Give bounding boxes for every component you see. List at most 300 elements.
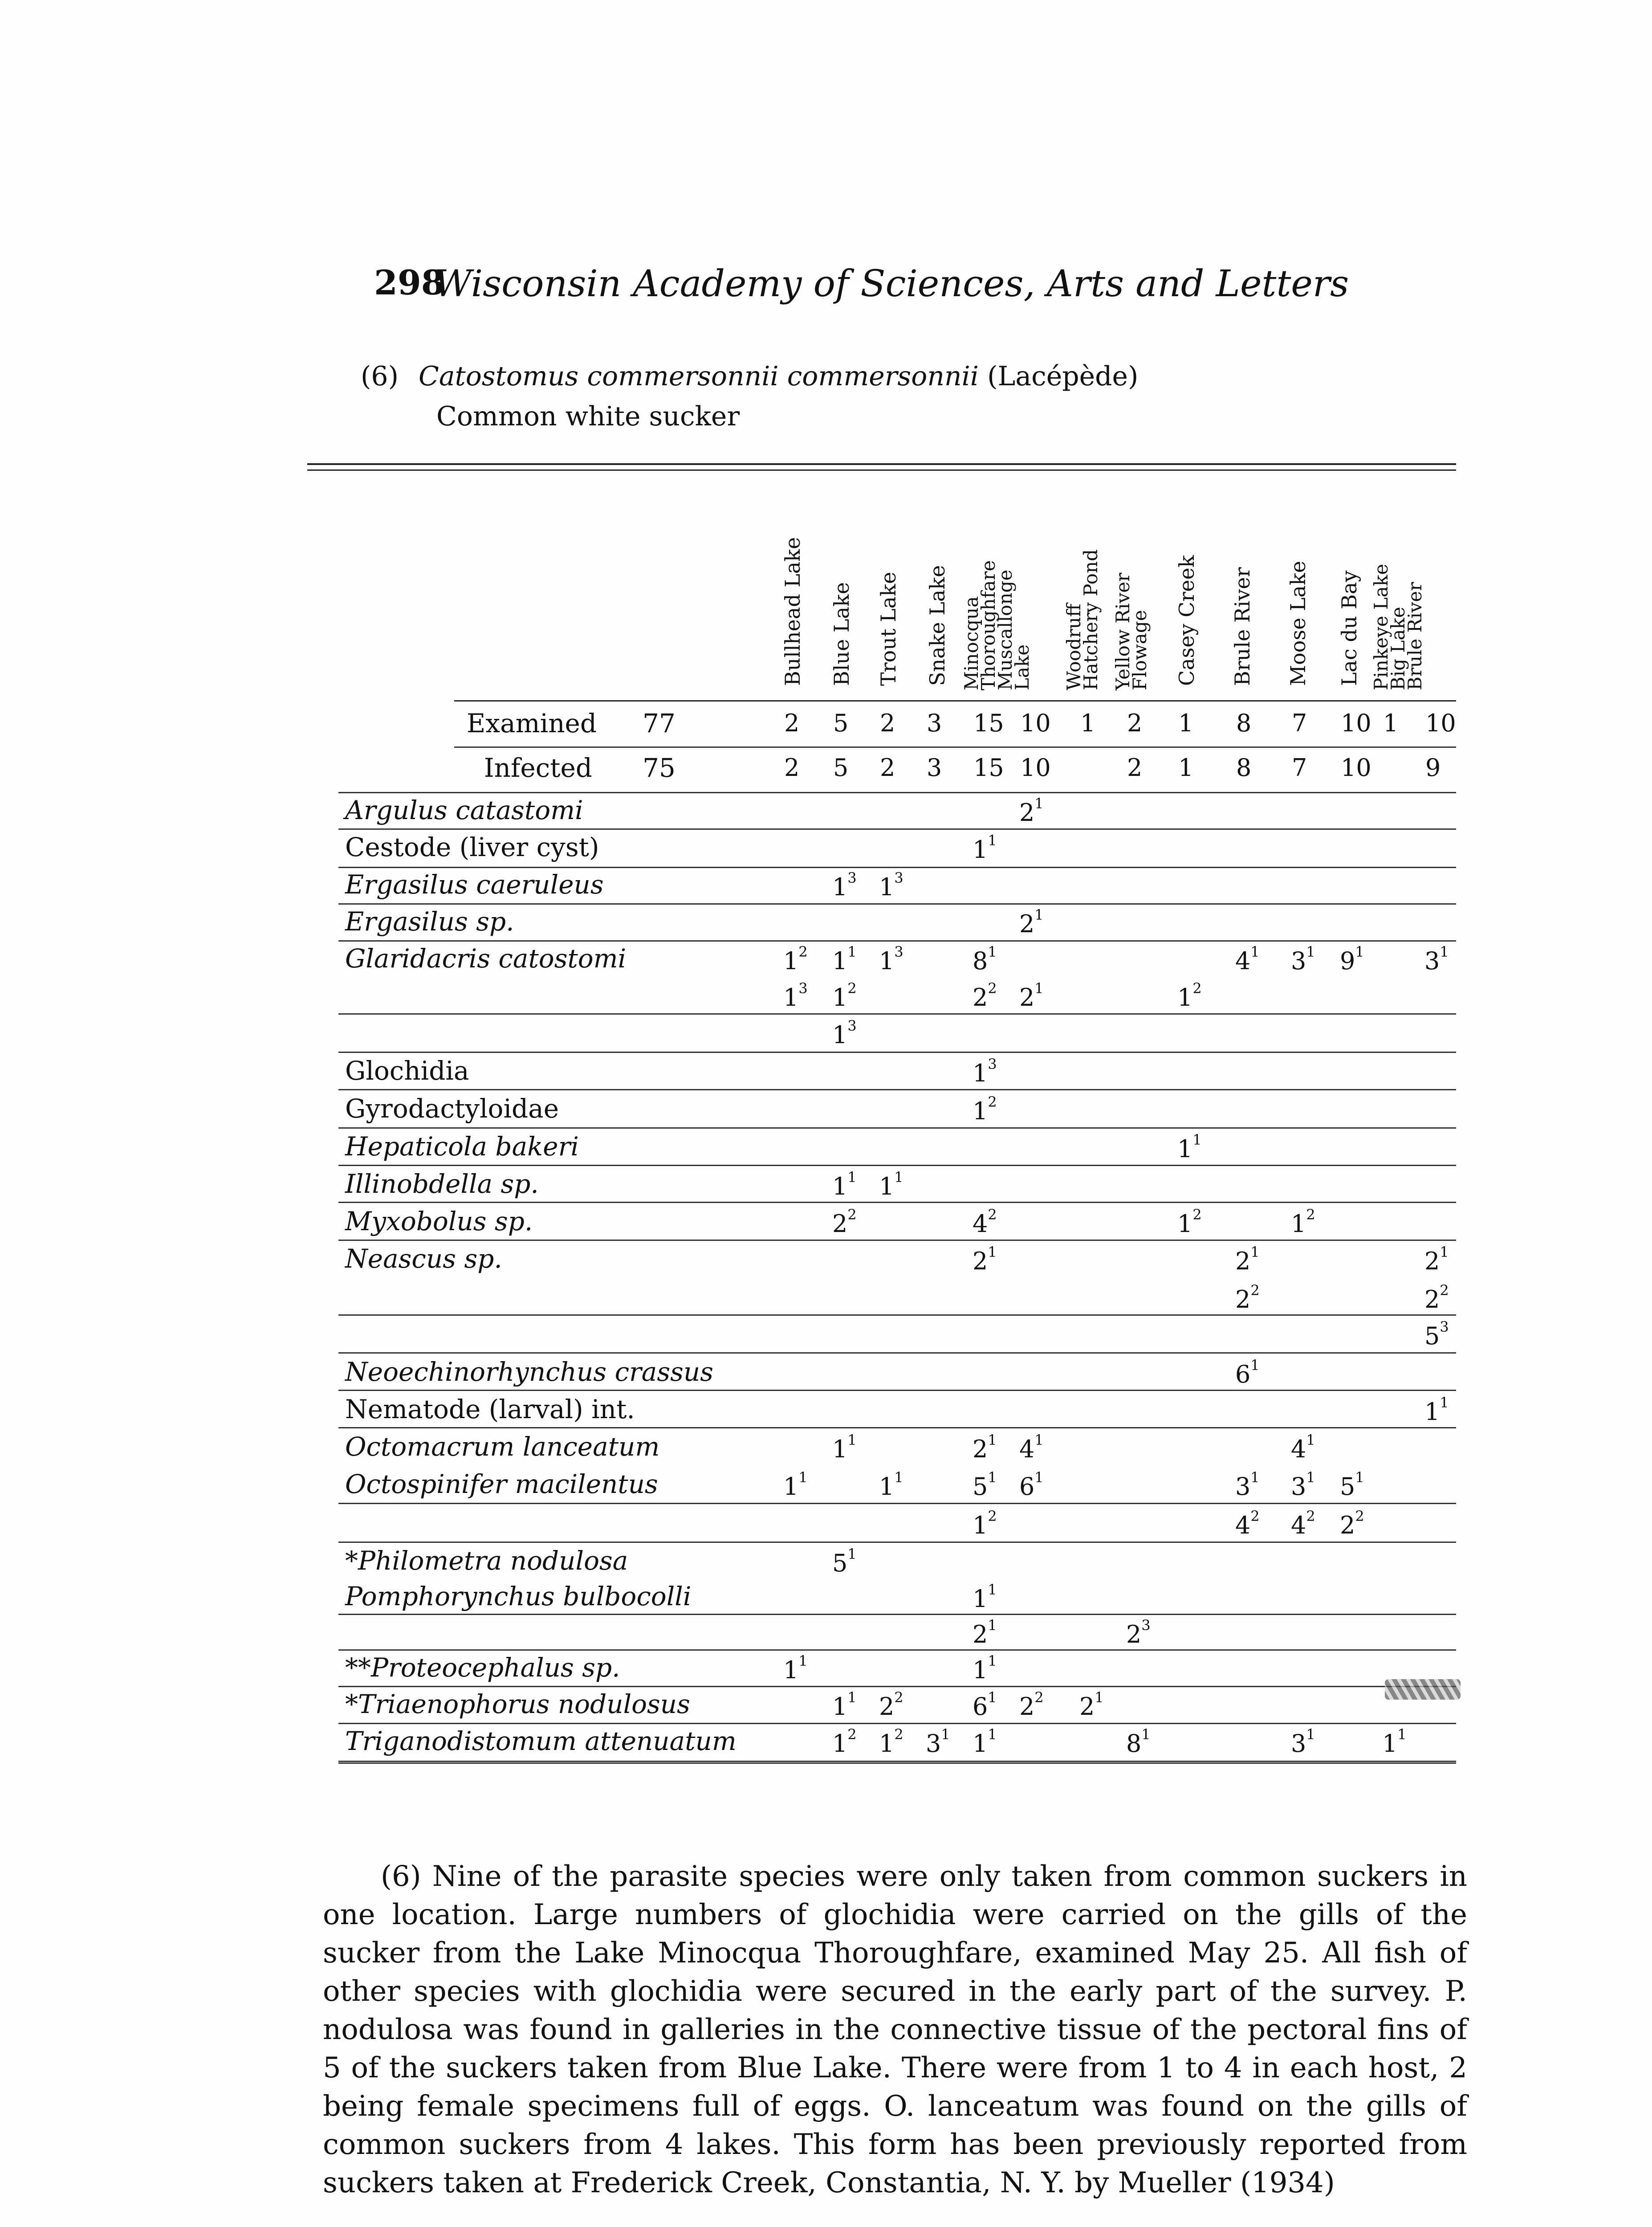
infection-count xyxy=(1291,1206,1315,1238)
row-rule xyxy=(338,1240,1456,1241)
count-degree: 1 xyxy=(988,832,997,849)
column-header xyxy=(830,499,862,686)
examined-value: 10 xyxy=(1020,709,1051,737)
count-value: 5 xyxy=(1340,1472,1355,1501)
count-degree: 1 xyxy=(847,1546,857,1562)
parasite-name: Triganodistomum attenuatum xyxy=(345,1726,736,1756)
count-degree: 1 xyxy=(988,1432,997,1448)
table-top-rule-2 xyxy=(307,469,1456,471)
infection-count xyxy=(1177,980,1202,1012)
infected-value: 7 xyxy=(1292,754,1307,782)
count-value: 1 xyxy=(972,1059,988,1087)
infection-count xyxy=(832,980,857,1012)
infected-value: 2 xyxy=(1127,754,1143,782)
count-degree: 1 xyxy=(1355,943,1364,960)
infection-count xyxy=(1126,1617,1151,1648)
count-degree: 1 xyxy=(988,1726,997,1743)
count-value: 3 xyxy=(1424,947,1440,975)
infected-value: 15 xyxy=(973,754,1004,782)
column-header xyxy=(926,499,957,686)
count-degree: 1 xyxy=(1034,906,1044,923)
count-degree: 1 xyxy=(988,1652,997,1669)
count-degree: 1 xyxy=(1306,943,1315,960)
count-degree: 1 xyxy=(988,943,997,960)
infected-value: 2 xyxy=(784,754,800,782)
examined-value: 3 xyxy=(927,709,942,737)
infection-count xyxy=(783,943,808,975)
count-value: 4 xyxy=(1235,1511,1251,1539)
column-header-label: Muscallonge xyxy=(994,569,1016,690)
column-header xyxy=(877,499,908,686)
infected-value: 10 xyxy=(1020,754,1051,782)
column-header-label: Trout Lake xyxy=(876,571,900,686)
row-rule xyxy=(338,828,1456,830)
count-value: 2 xyxy=(1340,1511,1355,1539)
count-value: 1 xyxy=(1382,1729,1398,1758)
count-value: 5 xyxy=(972,1472,988,1501)
infection-count xyxy=(972,943,997,975)
count-value: 3 xyxy=(1291,1472,1306,1501)
count-degree: 1 xyxy=(1034,980,1044,997)
infection-count xyxy=(972,1469,997,1501)
count-degree: 1 xyxy=(894,1469,903,1486)
column-header-label: Moose Lake xyxy=(1286,560,1310,686)
parasite-name: Ergasilus caeruleus xyxy=(345,869,604,900)
count-degree: 1 xyxy=(1440,1244,1449,1260)
count-degree: 2 xyxy=(1034,1689,1044,1706)
count-value: 1 xyxy=(1177,1135,1193,1163)
examined-value: 10 xyxy=(1341,709,1371,737)
count-value: 1 xyxy=(832,1435,848,1463)
count-degree: 3 xyxy=(894,869,903,886)
count-value: 1 xyxy=(1291,1210,1306,1238)
row-rule xyxy=(338,1761,1456,1762)
count-degree: 1 xyxy=(1355,1469,1364,1486)
infection-count xyxy=(1019,1689,1044,1721)
infection-count xyxy=(1235,1357,1260,1388)
column-header-label: Woodruff xyxy=(1063,604,1085,690)
infection-count xyxy=(879,1689,903,1721)
count-value: 1 xyxy=(879,1172,895,1200)
count-value: 2 xyxy=(972,1247,988,1275)
count-degree: 1 xyxy=(941,1726,950,1743)
count-value: 1 xyxy=(783,1472,799,1501)
row-rule xyxy=(338,1427,1456,1428)
infection-count xyxy=(972,1652,997,1684)
infection-count xyxy=(1291,1469,1315,1501)
infection-count xyxy=(972,1244,997,1275)
row-rule xyxy=(338,1314,1456,1316)
parasite-name: Illinobdella sp. xyxy=(345,1169,539,1199)
infection-count xyxy=(1235,1282,1260,1313)
examined-value: 1 xyxy=(1080,709,1096,737)
count-degree: 2 xyxy=(847,1206,857,1223)
infection-count xyxy=(1019,1432,1044,1463)
count-value: 4 xyxy=(1019,1435,1035,1463)
infection-count xyxy=(1019,906,1044,938)
infection-count xyxy=(783,1652,808,1684)
count-value: 2 xyxy=(1019,910,1035,938)
species-name: Catostomus commersonnii commersonnii xyxy=(419,361,979,392)
row-rule xyxy=(338,1089,1456,1090)
column-header-group xyxy=(1370,499,1432,690)
parasite-name: Glaridacris catostomi xyxy=(345,943,627,974)
count-value: 2 xyxy=(1126,1620,1142,1648)
count-value: 3 xyxy=(1291,1729,1306,1758)
count-value: 2 xyxy=(1019,1693,1035,1721)
infected-value: 2 xyxy=(880,754,895,782)
row-rule xyxy=(338,1723,1456,1724)
infection-count xyxy=(1079,1689,1104,1721)
count-value: 5 xyxy=(1424,1322,1440,1350)
count-degree: 2 xyxy=(1250,1508,1260,1525)
count-value: 1 xyxy=(832,873,848,901)
count-value: 1 xyxy=(972,1656,988,1684)
count-degree: 2 xyxy=(847,1726,857,1743)
count-value: 4 xyxy=(972,1210,988,1238)
infected-value: 3 xyxy=(927,754,942,782)
count-value: 1 xyxy=(972,1511,988,1539)
infection-count xyxy=(972,1581,997,1613)
row-rule xyxy=(338,1390,1456,1391)
count-degree: 1 xyxy=(1397,1726,1407,1743)
infection-count xyxy=(1291,1726,1315,1758)
infection-count xyxy=(783,1469,808,1501)
infection-count xyxy=(1177,1206,1202,1238)
infection-count xyxy=(972,1508,997,1539)
column-header-label: Blue Lake xyxy=(830,582,854,686)
infection-count xyxy=(1235,1244,1260,1275)
count-degree: 1 xyxy=(1095,1689,1104,1706)
count-degree: 2 xyxy=(1306,1508,1315,1525)
species-authority: (Lacépède) xyxy=(987,361,1139,392)
count-value: 4 xyxy=(1291,1511,1306,1539)
count-value: 1 xyxy=(832,983,848,1012)
count-degree: 1 xyxy=(1034,1432,1044,1448)
column-header xyxy=(1231,499,1262,686)
parasite-name: Gyrodactyloidae xyxy=(345,1093,559,1124)
parasite-name: Cestode (liver cyst) xyxy=(345,832,599,862)
column-header-label: Lake xyxy=(1011,644,1033,690)
count-degree: 2 xyxy=(988,1093,997,1110)
species-heading xyxy=(419,361,1138,392)
column-header-label: Lac du Bay xyxy=(1337,570,1361,686)
count-value: 2 xyxy=(879,1693,895,1721)
infection-count xyxy=(1424,1394,1449,1426)
count-value: 1 xyxy=(879,873,895,901)
parasite-name: Octospinifer macilentus xyxy=(345,1469,658,1499)
infection-count xyxy=(832,1726,857,1758)
count-degree: 1 xyxy=(847,1689,857,1706)
row-rule xyxy=(338,1503,1456,1504)
column-header-label: Bullhead Lake xyxy=(781,537,805,686)
infection-count xyxy=(972,980,997,1012)
infection-count xyxy=(1019,795,1044,827)
column-header-label: Brule River xyxy=(1404,582,1426,690)
count-degree: 2 xyxy=(1192,1206,1202,1223)
infection-count xyxy=(1177,1131,1202,1163)
count-value: 6 xyxy=(972,1693,988,1721)
infected-value: 9 xyxy=(1425,754,1441,782)
examined-value: 1 xyxy=(1383,709,1399,737)
count-value: 1 xyxy=(972,1585,988,1613)
count-value: 5 xyxy=(832,1549,848,1577)
infection-count xyxy=(1235,1469,1260,1501)
count-degree: 3 xyxy=(798,980,808,997)
count-value: 6 xyxy=(1235,1360,1251,1388)
parasite-name: *Philometra nodulosa xyxy=(345,1546,628,1576)
row-rule xyxy=(338,792,1456,793)
column-header xyxy=(781,499,813,686)
count-degree: 3 xyxy=(894,943,903,960)
count-degree: 1 xyxy=(798,1652,808,1669)
count-value: 1 xyxy=(972,836,988,864)
count-degree: 3 xyxy=(1141,1617,1151,1634)
infection-count xyxy=(832,1169,857,1200)
count-degree: 3 xyxy=(988,1056,997,1073)
infection-count xyxy=(972,1617,997,1648)
count-degree: 1 xyxy=(1306,1432,1315,1448)
count-value: 1 xyxy=(879,1729,895,1758)
count-degree: 1 xyxy=(1306,1469,1315,1486)
infection-count xyxy=(879,869,903,901)
column-header xyxy=(1338,499,1369,686)
count-value: 6 xyxy=(1019,1472,1035,1501)
examined-value: 2 xyxy=(880,709,895,737)
row-rule xyxy=(338,1127,1456,1129)
count-value: 4 xyxy=(1291,1435,1306,1463)
count-degree: 2 xyxy=(988,1206,997,1223)
count-value: 1 xyxy=(1177,1210,1193,1238)
count-value: 2 xyxy=(972,1435,988,1463)
count-degree: 1 xyxy=(1440,943,1449,960)
examined-value: 10 xyxy=(1425,709,1456,737)
count-degree: 1 xyxy=(988,1617,997,1634)
count-degree: 2 xyxy=(988,1508,997,1525)
infected-value: 5 xyxy=(833,754,849,782)
infection-count xyxy=(832,1689,857,1721)
count-value: 1 xyxy=(832,1021,848,1049)
count-degree: 3 xyxy=(847,1017,857,1034)
row-rule xyxy=(338,1013,1456,1015)
infection-count xyxy=(1340,1508,1364,1539)
infection-count xyxy=(879,943,903,975)
infection-count xyxy=(879,1726,903,1758)
count-degree: 1 xyxy=(1250,1244,1260,1260)
column-header-label: Thoroughfare xyxy=(977,560,999,690)
infection-count xyxy=(1424,1282,1449,1313)
column-header-label: Brule River xyxy=(1230,567,1254,686)
parasite-name: Ergasilus sp. xyxy=(345,906,514,937)
infection-count xyxy=(1382,1726,1407,1758)
count-degree: 1 xyxy=(847,1169,857,1186)
examined-value: 8 xyxy=(1236,709,1252,737)
infected-label: Infected xyxy=(484,753,592,783)
row-rule xyxy=(338,1542,1456,1543)
page-number: 298 xyxy=(374,263,445,302)
count-value: 2 xyxy=(972,983,988,1012)
infection-count xyxy=(832,1017,857,1049)
parasite-name: *Triaenophorus nodulosus xyxy=(345,1689,690,1719)
count-value: 1 xyxy=(832,1693,848,1721)
infection-count xyxy=(879,1469,903,1501)
row-rule xyxy=(338,940,1456,942)
infection-count xyxy=(879,1169,903,1200)
infection-count xyxy=(1424,943,1449,975)
count-value: 2 xyxy=(832,1210,848,1238)
infection-count xyxy=(972,1056,997,1087)
count-degree: 1 xyxy=(1141,1726,1151,1743)
count-degree: 1 xyxy=(988,1469,997,1486)
row-rule xyxy=(338,1614,1456,1615)
row-rule xyxy=(338,1352,1456,1354)
infection-count xyxy=(972,1689,997,1721)
parasite-name: Hepaticola bakeri xyxy=(345,1131,579,1162)
infection-count xyxy=(972,1432,997,1463)
examined-value: 15 xyxy=(973,709,1004,737)
count-degree: 2 xyxy=(1250,1282,1260,1299)
parasite-name: Nematode (larval) int. xyxy=(345,1394,635,1424)
count-value: 8 xyxy=(1126,1729,1142,1758)
count-value: 8 xyxy=(972,947,988,975)
count-value: 3 xyxy=(1235,1472,1251,1501)
count-degree: 2 xyxy=(988,980,997,997)
parasite-name: Glochidia xyxy=(345,1056,469,1086)
row-rule xyxy=(338,1165,1456,1166)
paragraph-text: (6) Nine of the parasite species were only taken from common suckers in one location. Large numbers of glochidia were carried on the gills of the sucker from the Lake Minocqua Thoroughfare, examined May 25. All fish of other species with glochidia were secured in the early part of the survey. P. nodulosa was found in galleries in the connective tissue of the pectoral fins of 5 of the suckers taken from Blue Lake. There were from 1 to 4 in each host, 2 being female specimens full of eggs. O. lanceatum was found on the gills of common suckers from 4 lakes. This form has been previously reported from suckers taken at Frederick Creek, Constantia, N. Y. by Mueller (1934) xyxy=(323,1860,1467,2199)
column-header xyxy=(1176,499,1207,686)
count-value: 1 xyxy=(1177,983,1193,1012)
infection-count xyxy=(1340,943,1364,975)
infection-count xyxy=(832,1432,857,1463)
count-degree: 3 xyxy=(847,869,857,886)
infection-count xyxy=(1235,1508,1260,1539)
count-value: 1 xyxy=(783,1656,799,1684)
count-degree: 1 xyxy=(988,1581,997,1598)
count-value: 1 xyxy=(879,1472,895,1501)
examined-value: 2 xyxy=(1127,709,1143,737)
infection-count xyxy=(1126,1726,1151,1758)
count-degree: 1 xyxy=(1250,1357,1260,1374)
column-header-label: Yellow River xyxy=(1112,572,1134,690)
count-value: 2 xyxy=(1079,1693,1095,1721)
count-value: 2 xyxy=(1235,1247,1251,1275)
parasite-name: Neoechinorhynchus crassus xyxy=(345,1357,714,1387)
row-rule xyxy=(338,867,1456,868)
column-header-group xyxy=(960,499,1033,690)
row-rule xyxy=(338,1686,1456,1687)
row-rule xyxy=(338,903,1456,905)
discussion-paragraph xyxy=(323,1857,1467,2202)
infection-count xyxy=(1235,943,1260,975)
column-header-label: Flowage xyxy=(1129,610,1151,690)
infected-value: 1 xyxy=(1178,754,1194,782)
count-value: 1 xyxy=(832,1172,848,1200)
header-rule xyxy=(454,700,1456,702)
column-header-label: Snake Lake xyxy=(925,565,949,686)
count-degree: 1 xyxy=(1250,943,1260,960)
count-degree: 1 xyxy=(1034,795,1044,812)
count-degree: 1 xyxy=(1306,1726,1315,1743)
infection-count xyxy=(972,1206,997,1238)
row-rule xyxy=(338,1052,1456,1053)
parasite-name: Neascus sp. xyxy=(345,1244,502,1274)
count-degree: 2 xyxy=(894,1689,903,1706)
infection-count xyxy=(832,943,857,975)
column-header-group xyxy=(1112,499,1173,690)
count-value: 1 xyxy=(783,947,799,975)
count-degree: 1 xyxy=(894,1169,903,1186)
count-value: 1 xyxy=(972,1729,988,1758)
infection-count xyxy=(832,1546,857,1577)
infected-value: 10 xyxy=(1341,754,1371,782)
count-degree: 1 xyxy=(1034,1469,1044,1486)
examined-value: 1 xyxy=(1178,709,1194,737)
parasite-name: Myxobolus sp. xyxy=(345,1206,533,1236)
infection-count xyxy=(832,869,857,901)
infection-count xyxy=(1424,1318,1449,1350)
count-value: 1 xyxy=(832,947,848,975)
parasite-name: Pomphorynchus bulbocolli xyxy=(345,1581,692,1611)
ink-smudge xyxy=(1385,1679,1461,1700)
examined-value: 5 xyxy=(833,709,849,737)
count-value: 3 xyxy=(926,1729,941,1758)
table-bottom-rule xyxy=(338,1762,1456,1764)
infected-total: 75 xyxy=(643,753,675,783)
infection-count xyxy=(1340,1469,1364,1501)
column-header-label: Hatchery Pond xyxy=(1080,549,1102,690)
count-degree: 2 xyxy=(1192,980,1202,997)
infected-value: 8 xyxy=(1236,754,1252,782)
count-value: 4 xyxy=(1235,947,1251,975)
parasite-name: **Proteocephalus sp. xyxy=(345,1652,620,1683)
infection-count xyxy=(972,1093,997,1125)
count-degree: 3 xyxy=(1440,1318,1449,1335)
count-degree: 1 xyxy=(1250,1469,1260,1486)
infection-count xyxy=(1019,1469,1044,1501)
column-header-label: Minocqua xyxy=(960,596,982,690)
count-degree: 1 xyxy=(847,943,857,960)
infection-count xyxy=(926,1726,950,1758)
count-value: 3 xyxy=(1291,947,1306,975)
column-header-label: Casey Creek xyxy=(1175,555,1199,686)
parasite-name: Argulus catastomi xyxy=(345,795,583,825)
infection-count xyxy=(1291,1508,1315,1539)
count-value: 1 xyxy=(972,1097,988,1125)
count-value: 1 xyxy=(879,947,895,975)
count-degree: 2 xyxy=(847,980,857,997)
examined-total: 77 xyxy=(643,708,675,738)
table-top-rule xyxy=(307,463,1456,465)
count-degree: 2 xyxy=(1355,1508,1364,1525)
count-degree: 1 xyxy=(847,1432,857,1448)
count-value: 9 xyxy=(1340,947,1355,975)
infection-count xyxy=(972,1726,997,1758)
count-degree: 1 xyxy=(1192,1131,1202,1148)
infection-count xyxy=(1291,1432,1315,1463)
common-name: Common white sucker xyxy=(436,401,740,432)
count-value: 1 xyxy=(1424,1398,1440,1426)
column-header-label: Big Lake xyxy=(1387,607,1409,690)
examined-value: 7 xyxy=(1292,709,1307,737)
examined-label: Examined xyxy=(467,708,597,738)
count-value: 2 xyxy=(1019,983,1035,1012)
infection-count xyxy=(1019,980,1044,1012)
examined-value: 2 xyxy=(784,709,800,737)
row-rule xyxy=(338,1202,1456,1203)
count-value: 1 xyxy=(783,983,799,1012)
section-number: (6) xyxy=(361,361,399,392)
